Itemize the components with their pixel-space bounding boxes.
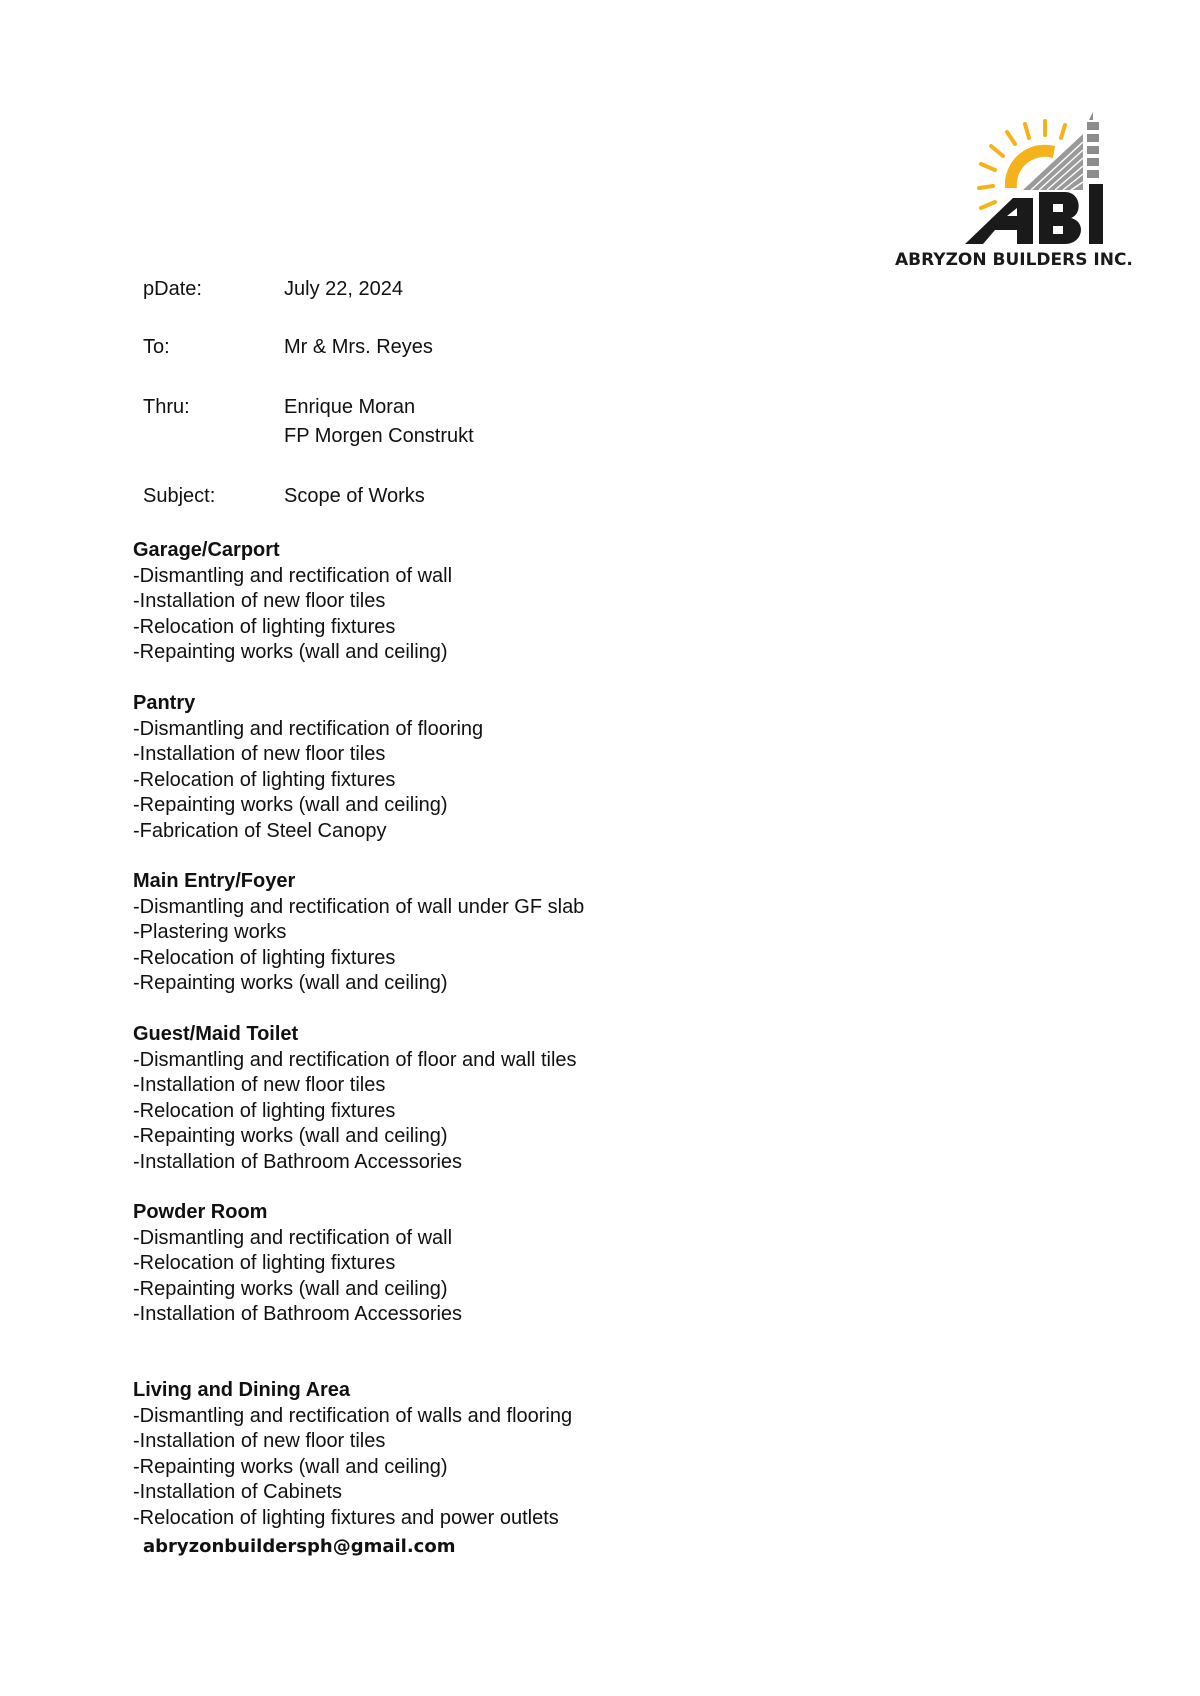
list-item: -Relocation of lighting fixtures bbox=[133, 768, 396, 791]
list-item: -Dismantling and rectification of wall under GF slab bbox=[133, 895, 585, 918]
tower-icon bbox=[1087, 112, 1099, 178]
list-item: -Repainting works (wall and ceiling) bbox=[133, 641, 448, 663]
section-title: Main Entry/Foyer bbox=[133, 870, 296, 892]
list-item: -Installation of new floor tiles bbox=[133, 1074, 386, 1096]
subject-label: Subject: bbox=[143, 485, 216, 507]
subject-value: Scope of Works bbox=[284, 485, 425, 507]
list-item: -Installation of new floor tiles bbox=[133, 590, 386, 612]
list-item: -Dismantling and rectification of flooring bbox=[133, 717, 484, 740]
list-item: -Installation of Cabinets bbox=[133, 1481, 343, 1503]
section-title: Living and Dining Area bbox=[133, 1379, 351, 1401]
list-item: -Repainting works (wall and ceiling) bbox=[133, 794, 448, 816]
to-value: Mr & Mrs. Reyes bbox=[284, 336, 433, 358]
date-value: July 22, 2024 bbox=[284, 278, 403, 300]
company-name: ABRYZON BUILDERS INC. bbox=[895, 250, 1133, 270]
list-item: -Dismantling and rectification of walls and flooring bbox=[133, 1404, 573, 1427]
section-title: Guest/Maid Toilet bbox=[133, 1023, 299, 1045]
letter-b-icon bbox=[1039, 192, 1081, 244]
list-item: -Installation of new floor tiles bbox=[133, 743, 386, 765]
list-item: -Relocation of lighting fixtures bbox=[133, 615, 396, 638]
list-item: -Dismantling and rectification of wall bbox=[133, 564, 453, 587]
section-title: Pantry bbox=[133, 692, 196, 714]
list-item: -Relocation of lighting fixtures bbox=[133, 1099, 396, 1122]
list-item: -Dismantling and rectification of floor and wall tiles bbox=[133, 1048, 577, 1071]
section-garage-carport bbox=[133, 538, 1033, 666]
section-living-dining-area bbox=[133, 1378, 1033, 1531]
list-item: -Installation of new floor tiles bbox=[133, 1430, 386, 1452]
abi-logo-mark-icon bbox=[965, 108, 1165, 248]
building-roof-icon bbox=[1023, 134, 1083, 190]
list-item: -Fabrication of Steel Canopy bbox=[133, 819, 387, 842]
list-item: -Relocation of lighting fixtures bbox=[133, 1252, 396, 1274]
list-item: -Repainting works (wall and ceiling) bbox=[133, 1455, 448, 1478]
list-item: -Installation of Bathroom Accessories bbox=[133, 1150, 463, 1173]
company-logo bbox=[895, 108, 1175, 273]
letter-i-icon bbox=[1089, 184, 1103, 244]
section-title: Garage/Carport bbox=[133, 539, 280, 561]
list-item: -Dismantling and rectification of wall bbox=[133, 1226, 453, 1249]
section-powder-room bbox=[133, 1200, 1033, 1328]
list-item: -Repainting works (wall and ceiling) bbox=[133, 972, 448, 994]
list-item: -Relocation of lighting fixtures bbox=[133, 946, 396, 969]
list-item: -Installation of Bathroom Accessories bbox=[133, 1303, 463, 1325]
list-item: -Plastering works bbox=[133, 921, 287, 943]
date-label: pDate: bbox=[143, 278, 202, 300]
thru-name: Enrique Moran bbox=[284, 396, 416, 418]
footer-email[interactable]: abryzonbuildersph@gmail.com bbox=[143, 1536, 456, 1557]
thru-label: Thru: bbox=[143, 396, 190, 418]
section-title: Powder Room bbox=[133, 1201, 268, 1223]
letter-a-icon bbox=[965, 198, 1033, 244]
section-main-entry-foyer bbox=[133, 869, 1033, 997]
list-item: -Repainting works (wall and ceiling) bbox=[133, 1125, 448, 1147]
to-label: To: bbox=[143, 336, 170, 358]
thru-value bbox=[284, 393, 474, 451]
section-pantry bbox=[133, 691, 1033, 844]
list-item: -Repainting works (wall and ceiling) bbox=[133, 1277, 448, 1300]
thru-company: FP Morgen Construkt bbox=[284, 425, 474, 447]
section-guest-maid-toilet bbox=[133, 1022, 1033, 1175]
list-item: -Relocation of lighting fixtures and power outlets bbox=[133, 1506, 559, 1529]
